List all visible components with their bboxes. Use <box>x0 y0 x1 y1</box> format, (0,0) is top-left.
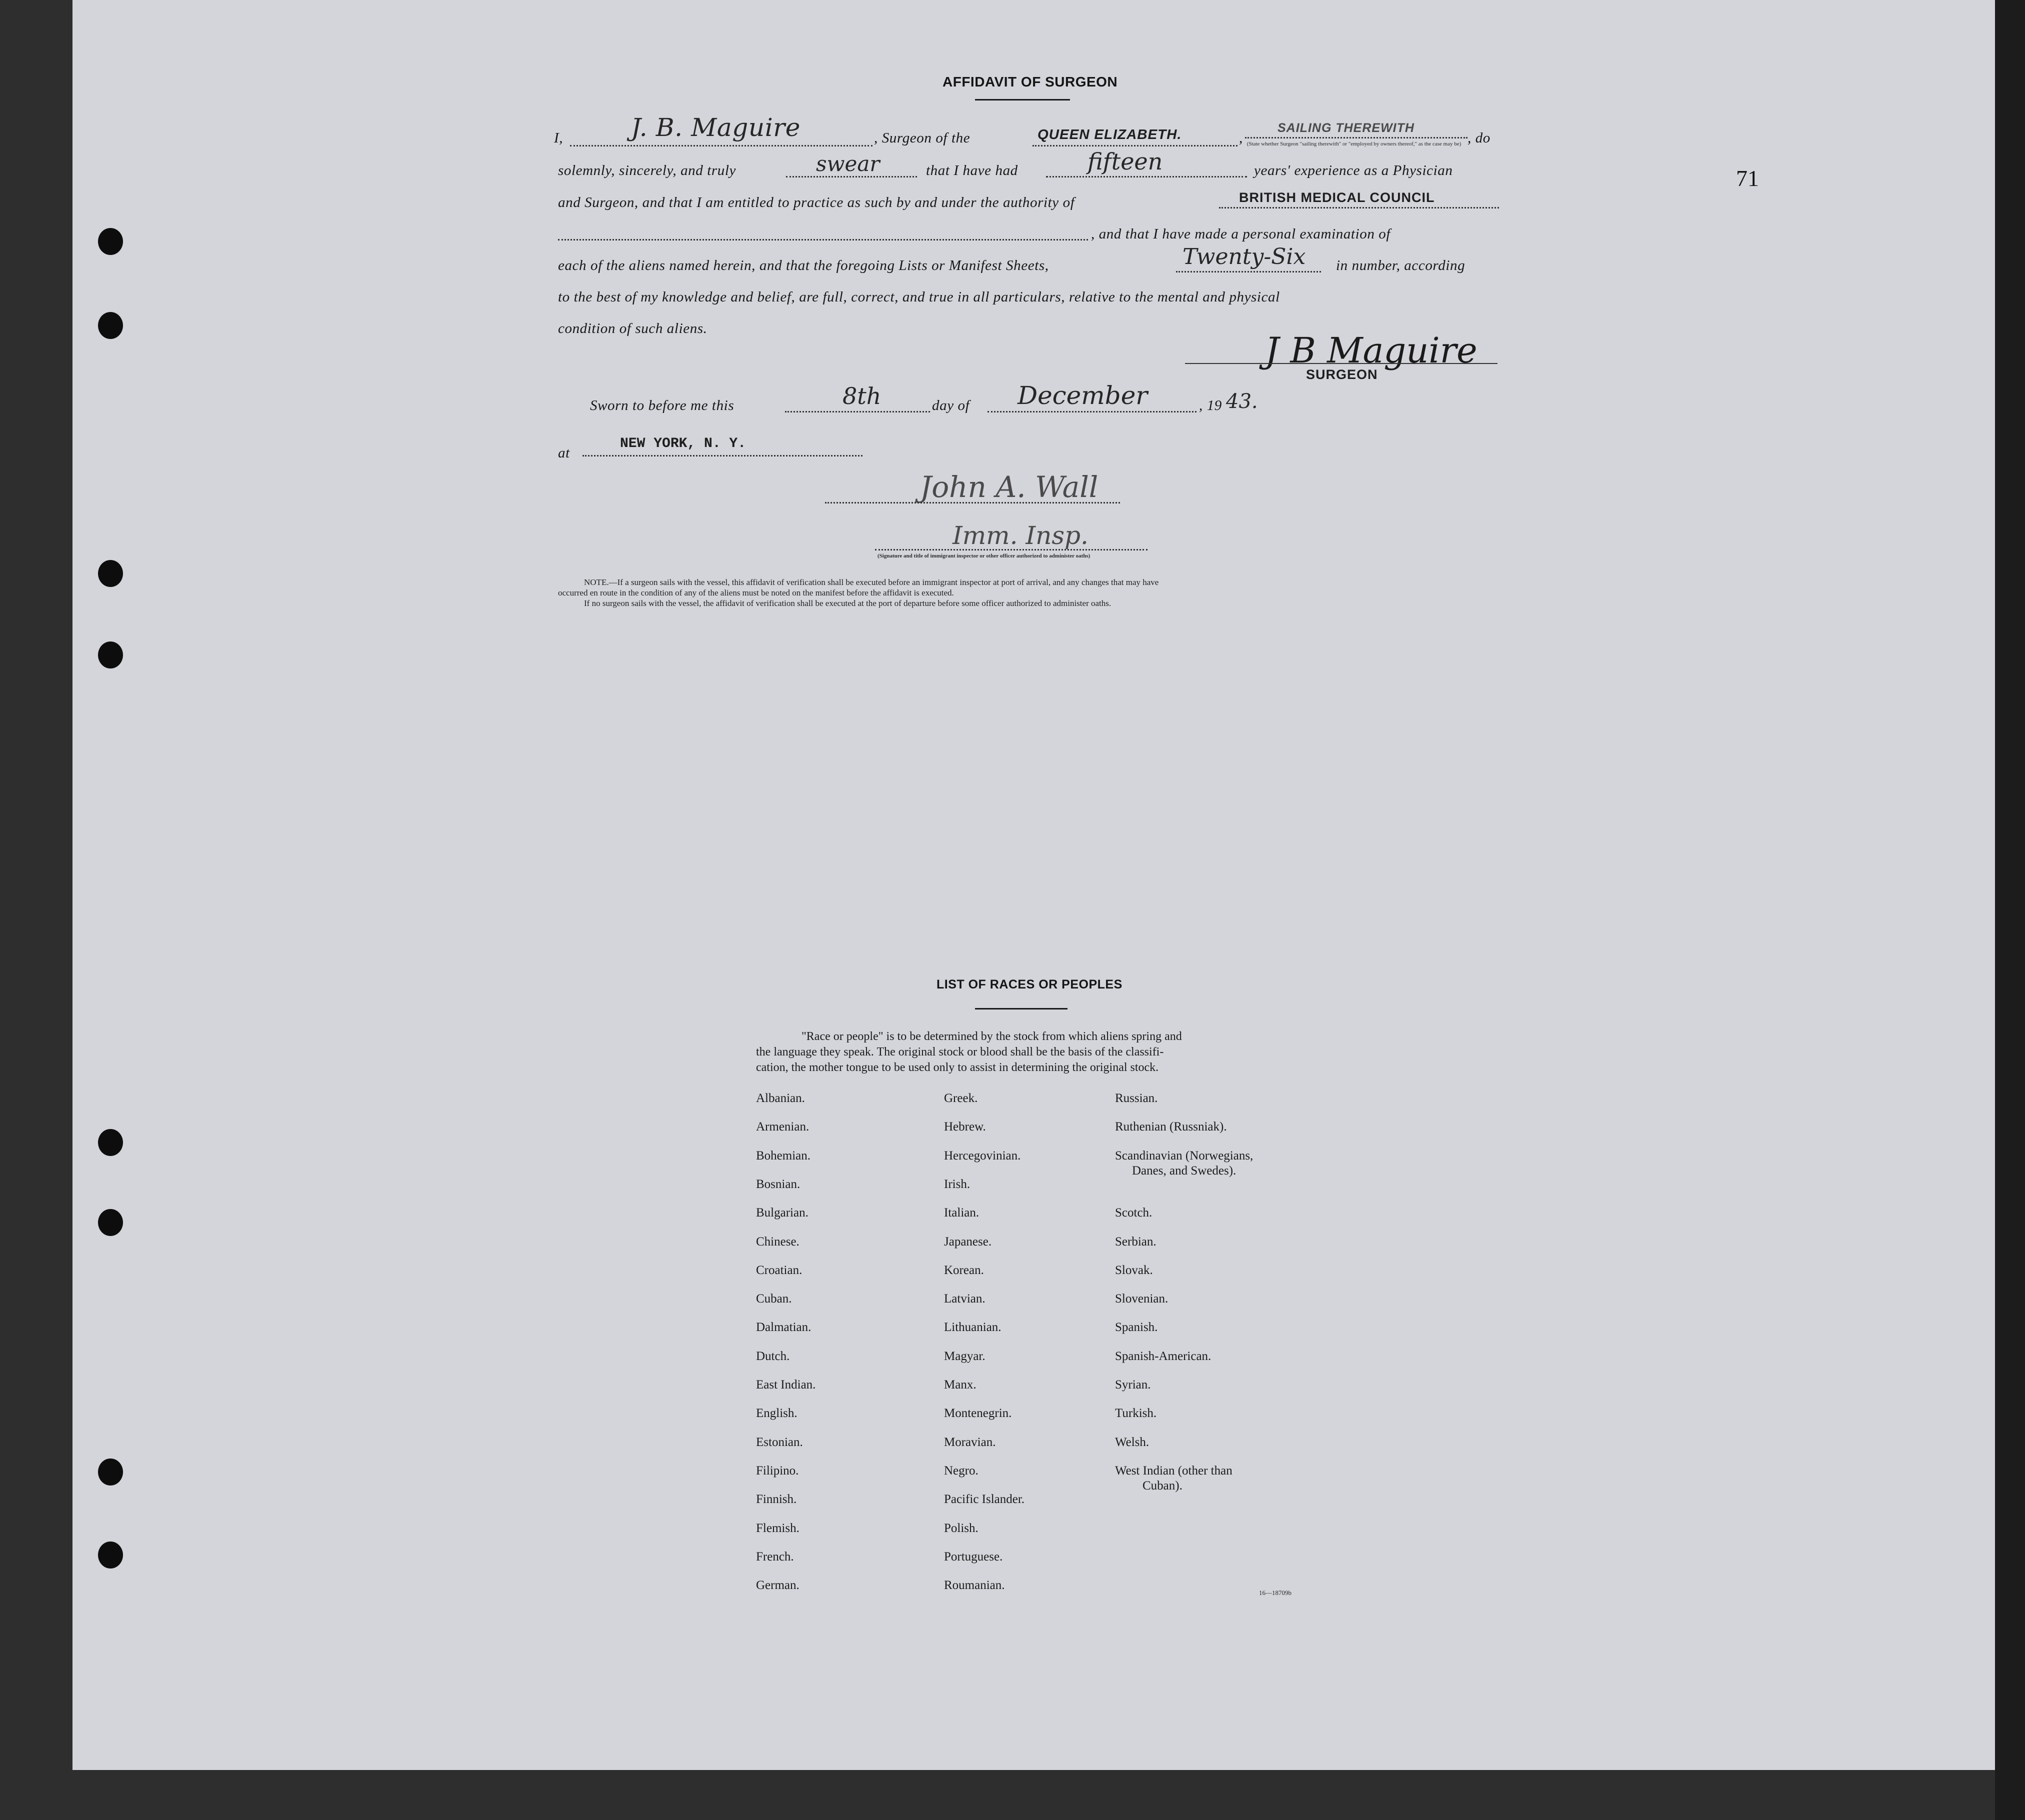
surgeon-name-handwritten: J. B. Maguire <box>631 113 800 142</box>
race-item: Lithuanian. <box>944 1320 1002 1334</box>
races-intro-line-3: cation, the mother tongue to be used only to assist in determining the original stock. <box>756 1061 1159 1074</box>
race-item: Greek. <box>944 1092 978 1105</box>
race-item: Bohemian. <box>756 1148 811 1162</box>
punch-hole <box>98 560 123 587</box>
race-item: Turkish. <box>1115 1406 1157 1420</box>
race-item: Dalmatian. <box>756 1320 812 1334</box>
vessel-name-stamp: QUEEN ELIZABETH. <box>1038 126 1182 142</box>
note-line-1: NOTE.—If a surgeon sails with the vessel, this affidavit of verification shall be executed before an immigrant inspector at port of arrival, and any changes that may have <box>584 578 1159 587</box>
surgeon-signature-line <box>1185 363 1498 364</box>
punch-hole <box>98 1542 123 1568</box>
text-personal-exam: , and that I have made a personal examination of <box>1091 226 1391 242</box>
race-item: West Indian (other than <box>1115 1464 1232 1478</box>
sailing-note: (State whether Surgeon "sailing therewith" or "employed by owners thereof," as the case may be) <box>1246 141 1462 147</box>
punch-hole <box>98 312 123 339</box>
race-item: Dutch. <box>756 1349 790 1363</box>
race-item: Polish. <box>944 1521 978 1535</box>
race-item: Scotch. <box>1115 1206 1152 1220</box>
inspector-signature: John A. Wall <box>920 470 1098 504</box>
race-item: Montenegrin. <box>944 1406 1012 1420</box>
race-item: Spanish. <box>1115 1320 1158 1334</box>
race-item: Armenian. <box>756 1120 810 1134</box>
page-number: 71 <box>1736 166 1759 191</box>
punch-hole <box>98 1209 123 1236</box>
punch-hole <box>98 228 123 255</box>
race-item: Korean. <box>944 1263 984 1277</box>
text-solemnly: solemnly, sincerely, and truly <box>558 162 736 178</box>
text-condition: condition of such aliens. <box>558 320 708 336</box>
text-experience: years' experience as a Physician <box>1254 162 1453 178</box>
race-item: Latvian. <box>944 1292 986 1306</box>
race-item: East Indian. <box>756 1378 816 1392</box>
race-item: Chinese. <box>756 1234 800 1248</box>
race-item: Manx. <box>944 1378 976 1392</box>
years-underline <box>1046 176 1247 178</box>
text-aliens-named: each of the aliens named herein, and that the foregoing Lists or Manifest Sheets, <box>558 258 1049 274</box>
race-item: Spanish-American. <box>1115 1349 1212 1363</box>
race-item: Scandinavian (Norwegians, <box>1115 1148 1254 1162</box>
years-handwritten: fifteen <box>1088 148 1163 175</box>
race-item: Bosnian. <box>756 1177 800 1191</box>
oath-underline <box>786 176 917 178</box>
text-i: I, <box>554 130 564 146</box>
race-item: Slovak. <box>1115 1263 1153 1277</box>
race-item: Croatian. <box>756 1263 802 1277</box>
race-item: Welsh. <box>1115 1435 1150 1449</box>
race-item: Syrian. <box>1115 1378 1151 1392</box>
races-title-underline <box>975 1008 1068 1010</box>
scan-edge <box>1995 0 2025 1820</box>
note-line-3: If no surgeon sails with the vessel, the affidavit of verification shall be executed at the port of departure before some officer authorized to administer oaths. <box>584 598 1112 608</box>
race-item: Russian. <box>1115 1092 1158 1105</box>
vessel-underline <box>1032 145 1238 146</box>
race-item: Flemish. <box>756 1521 800 1535</box>
text-sworn: Sworn to before me this <box>590 398 734 414</box>
race-item: Slovenian. <box>1115 1292 1168 1306</box>
text-that-had: that I have had <box>926 162 1018 178</box>
race-item: Serbian. <box>1115 1234 1156 1248</box>
race-item: Irish. <box>944 1177 970 1191</box>
race-item: Moravian. <box>944 1435 996 1449</box>
name-underline <box>570 145 872 146</box>
race-item: Cuban. <box>756 1292 792 1306</box>
day-underline <box>785 411 930 412</box>
punch-hole <box>98 1458 123 1486</box>
form-code: 16—18709b <box>1259 1589 1292 1596</box>
surgeon-signature: J B Maguire <box>1265 330 1478 371</box>
oath-handwritten: swear <box>816 152 880 176</box>
race-item: Negro. <box>944 1464 978 1478</box>
races-title: LIST OF RACES OR PEOPLES <box>936 978 1122 992</box>
race-item: Ruthenian (Russniak). <box>1115 1120 1227 1134</box>
sailing-underline <box>1245 137 1468 138</box>
race-item: Finnish. <box>756 1492 797 1506</box>
inspector-title-handwritten: Imm. Insp. <box>952 521 1088 550</box>
race-item: Estonian. <box>756 1435 803 1449</box>
text-do: , do <box>1468 130 1490 146</box>
text-comma: , <box>1239 130 1243 146</box>
race-item: Hercegovinian. <box>944 1148 1021 1162</box>
sailing-status-stamp: SAILING THEREWITH <box>1278 121 1414 135</box>
race-item: Bulgarian. <box>756 1206 808 1220</box>
note-line-2: occurred en route in the condition of any of the aliens must be noted on the manifest before the affidavit is executed. <box>558 588 954 598</box>
text-knowledge: to the best of my knowledge and belief, are full, correct, and true in all particulars, relative to the mental and physical <box>558 289 1280 305</box>
sworn-day-handwritten: 8th <box>842 382 882 410</box>
title-underline <box>975 99 1070 100</box>
race-item: Danes, and Swedes). <box>1132 1164 1236 1178</box>
race-item: Japanese. <box>944 1234 992 1248</box>
race-item: English. <box>756 1406 798 1420</box>
count-underline <box>1176 271 1321 272</box>
inspector-title-line <box>875 549 1148 550</box>
punch-hole <box>98 1129 123 1156</box>
races-intro-line-2: the language they speak. The original stock or blood shall be the basis of the classifi- <box>756 1046 1164 1058</box>
sheet-count-handwritten: Twenty-Six <box>1182 244 1306 270</box>
races-intro-line-1: "Race or people" is to be determined by the stock from which aliens spring and <box>802 1030 1182 1043</box>
inspector-signature-line <box>825 502 1120 504</box>
text-year-prefix: , 19 <box>1199 398 1222 414</box>
affidavit-title: AFFIDAVIT OF SURGEON <box>942 74 1118 90</box>
punch-hole <box>98 642 123 668</box>
place-typed: NEW YORK, N. Y. <box>620 436 746 452</box>
race-item: Pacific Islander. <box>944 1492 1025 1506</box>
race-item: German. <box>756 1578 800 1592</box>
race-item: Cuban). <box>1142 1478 1182 1492</box>
race-item: Magyar. <box>944 1349 986 1363</box>
month-underline <box>988 411 1196 412</box>
text-authority: and Surgeon, and that I am entitled to practice as such by and under the authority of <box>558 194 1075 210</box>
text-day-of: day of <box>932 398 970 414</box>
text-surgeon-of: , Surgeon of the <box>874 130 970 146</box>
text-at: at <box>558 445 570 461</box>
authority-underline <box>1219 207 1499 208</box>
inspector-caption: (Signature and title of immigrant inspector or other officer authorized to administer oaths) <box>878 553 1090 559</box>
sworn-month-handwritten: December <box>1018 381 1148 410</box>
year-handwritten: 43. <box>1226 390 1258 413</box>
race-item: Filipino. <box>756 1464 799 1478</box>
authority-continuation-line <box>558 239 1088 240</box>
race-item: French. <box>756 1550 794 1564</box>
place-underline <box>582 455 862 456</box>
surgeon-label: SURGEON <box>1306 367 1378 382</box>
authority-stamp: BRITISH MEDICAL COUNCIL <box>1239 190 1435 205</box>
race-item: Hebrew. <box>944 1120 986 1134</box>
race-item: Roumanian. <box>944 1578 1005 1592</box>
race-item: Albanian. <box>756 1092 805 1105</box>
race-item: Portuguese. <box>944 1550 1003 1564</box>
text-in-number: in number, according <box>1336 258 1466 274</box>
race-item: Italian. <box>944 1206 980 1220</box>
